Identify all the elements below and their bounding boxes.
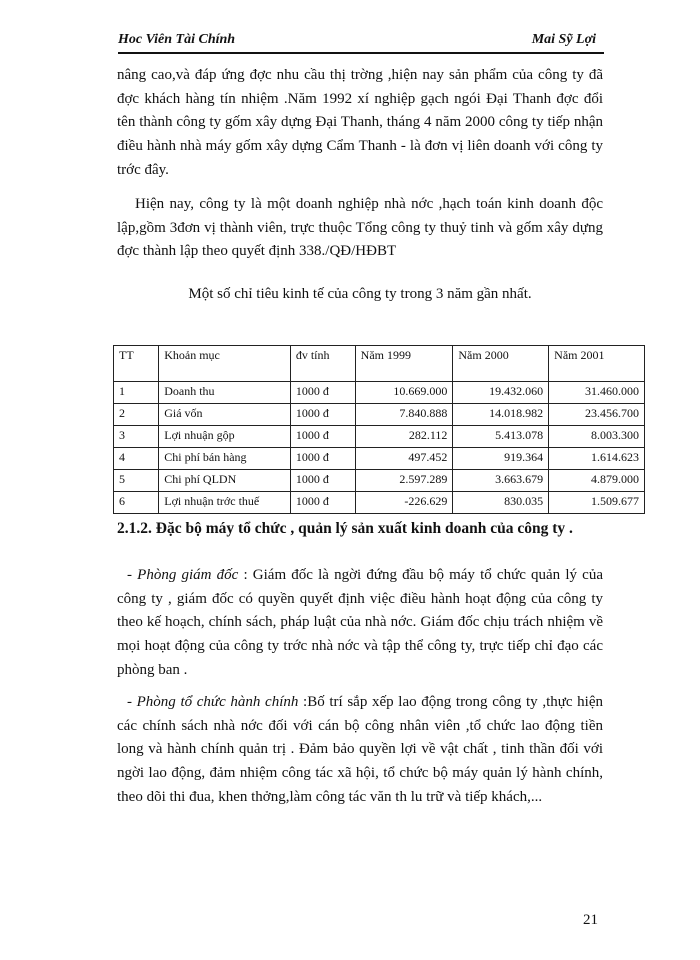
cell-unit: 1000 đ (290, 404, 355, 426)
cell-value-2001: 23.456.700 (549, 404, 645, 426)
cell-item: Doanh thu (159, 382, 291, 404)
table-header-row (114, 346, 645, 382)
cell-value-1999: -226.629 (355, 492, 453, 514)
header-cell-2001: Năm 2001 (549, 346, 645, 382)
financial-indicators-table (113, 345, 645, 514)
table-row (114, 470, 645, 492)
paragraph-admin-office (117, 691, 603, 810)
cell-value-1999: 10.669.000 (355, 382, 453, 404)
cell-value-2000: 830.035 (453, 492, 549, 514)
header-author: Mai Sỹ Lợi (531, 32, 596, 47)
cell-item: Lợi nhuận trớc thuế (159, 492, 291, 514)
cell-index: 4 (114, 448, 159, 470)
cell-value-2000: 14.018.982 (453, 404, 549, 426)
director-office-body: : Giám đốc là ngời đứng đầu bộ máy tổ chức quản lý của công ty , giám đốc có quyền quyết định việc điều hành hoạt động của công ty theo kế hoạch, chính sách, pháp luật của nhà nớc. Giám đốc chịu trách nhiệm về mọi hoạt động của công ty trớc nhà nớc và tập thể công ty, trực tiếp chỉ đạo các phòng ban . (117, 567, 603, 678)
cell-unit: 1000 đ (290, 492, 355, 514)
cell-value-2000: 19.432.060 (453, 382, 549, 404)
cell-value-2001: 31.460.000 (549, 382, 645, 404)
header-institution: Hoc Viên Tài Chính (118, 32, 236, 47)
cell-value-1999: 7.840.888 (355, 404, 453, 426)
director-office-lead: - Phòng giám đốc (127, 567, 239, 583)
cell-unit: 1000 đ (290, 382, 355, 404)
page-number: 21 (583, 912, 598, 928)
table-row (114, 448, 645, 470)
admin-office-lead: - Phòng tổ chức hành chính (127, 694, 299, 710)
table-row (114, 492, 645, 514)
cell-unit: 1000 đ (290, 426, 355, 448)
cell-index: 3 (114, 426, 159, 448)
cell-value-2001: 4.879.000 (549, 470, 645, 492)
cell-item: Lợi nhuận gộp (159, 426, 291, 448)
table-row (114, 404, 645, 426)
paragraph-director-office (117, 564, 603, 683)
header-cell-item: Khoản mục (159, 346, 291, 382)
section-heading: 2.1.2. Đặc bộ máy tổ chức , quản lý sản xuất kinh doanh của công ty . (117, 520, 573, 537)
cell-index: 6 (114, 492, 159, 514)
header-cell-tt: TT (114, 346, 159, 382)
cell-value-2001: 8.003.300 (549, 426, 645, 448)
admin-office-body: :Bố trí sắp xếp lao động trong công ty ,thực hiện các chính sách nhà nớc đối với cán bộ công nhân viên ,tổ chức lao động tiền long và hành chính quản trị . Đảm bảo quyền lợi về vật chất , tinh thần đối với ngời lao động, đảm nhiệm công tác xã hội, tổ chức bộ máy quản lý hành chính, theo dõi thi đua, khen thởng,làm công tác văn th lu trữ và tiếp khách,... (117, 694, 604, 805)
table-row (114, 426, 645, 448)
paragraph-current-status: Hiện nay, công ty là một doanh nghiệp nhà nớc ,hạch toán kinh doanh độc lập,gồm 3đơn vị thành viên, trực thuộc Tổng công ty thuỷ tinh và gốm xây dựng đợc thành lập theo quyết định 338./QĐ/HĐBT (117, 196, 603, 260)
cell-unit: 1000 đ (290, 470, 355, 492)
cell-index: 5 (114, 470, 159, 492)
header-cell-2000: Năm 2000 (453, 346, 549, 382)
cell-value-1999: 282.112 (355, 426, 453, 448)
table-caption: Một số chỉ tiêu kinh tế của công ty trong 3 năm gần nhất. (188, 286, 532, 302)
cell-value-1999: 497.452 (355, 448, 453, 470)
cell-item: Chi phí bán hàng (159, 448, 291, 470)
table-row (114, 382, 645, 404)
cell-index: 2 (114, 404, 159, 426)
cell-item: Giá vốn (159, 404, 291, 426)
header-cell-unit: đv tính (290, 346, 355, 382)
cell-value-2000: 919.364 (453, 448, 549, 470)
cell-unit: 1000 đ (290, 448, 355, 470)
cell-value-2000: 5.413.078 (453, 426, 549, 448)
paragraph-company-history: nâng cao,và đáp ứng đợc nhu cầu thị trờng ,hiện nay sản phẩm của công ty đã đợc khách hàng tín nhiệm .Năm 1992 xí nghiệp gạch ngói Đại Thanh đợc đổi tên thành công ty gốm xây dựng Đại Thanh, tháng 4 năm 2000 công ty tiếp nhận điều hành nhà máy gốm xây dựng Cẩm Thanh - là đơn vị liên doanh với công ty trớc đây. (117, 67, 603, 178)
cell-value-2001: 1.614.623 (549, 448, 645, 470)
header-rule (118, 52, 604, 54)
cell-value-2000: 3.663.679 (453, 470, 549, 492)
cell-index: 1 (114, 382, 159, 404)
running-header (118, 30, 596, 52)
cell-value-2001: 1.509.677 (549, 492, 645, 514)
header-cell-1999: Năm 1999 (355, 346, 453, 382)
cell-value-1999: 2.597.289 (355, 470, 453, 492)
cell-item: Chi phí QLDN (159, 470, 291, 492)
